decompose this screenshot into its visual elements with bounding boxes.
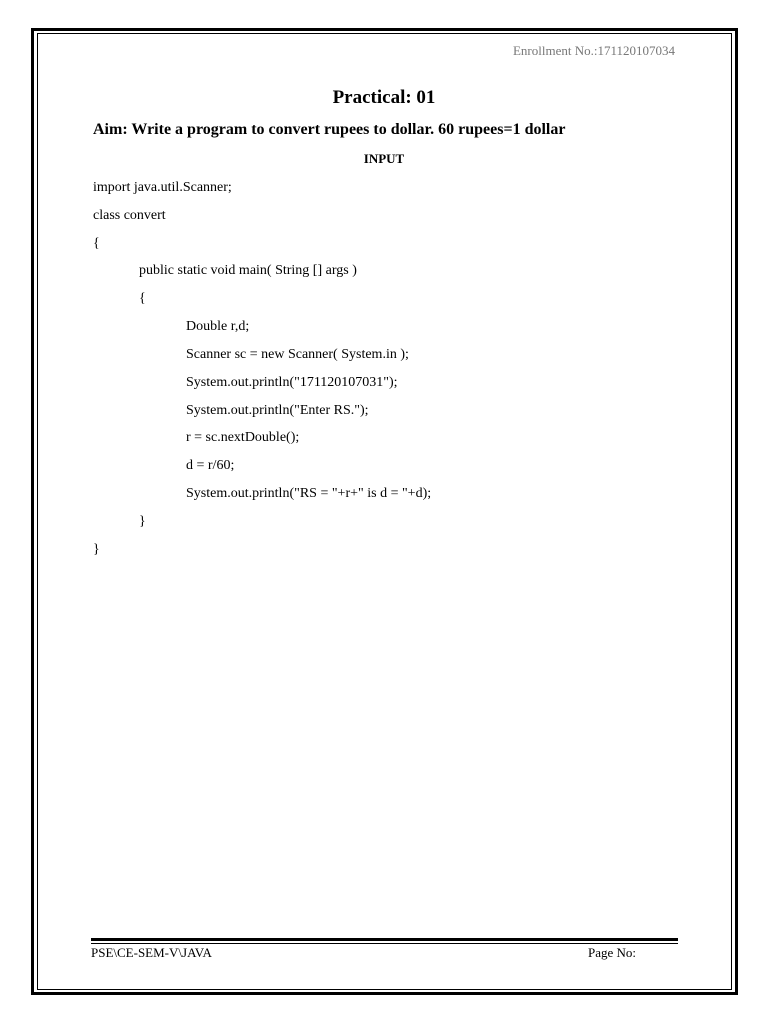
section-heading-input: INPUT bbox=[363, 151, 405, 166]
code-line: System.out.println("RS = "+r+" is d = "+d); bbox=[186, 486, 432, 501]
code-line: import java.util.Scanner; bbox=[93, 180, 232, 195]
code-line: r = sc.nextDouble(); bbox=[186, 430, 300, 445]
code-line: } bbox=[93, 542, 100, 557]
code-line: class convert bbox=[93, 208, 166, 223]
code-line: { bbox=[93, 236, 100, 251]
footer-page-number-label: Page No: bbox=[588, 945, 637, 960]
page-title: Practical: 01 bbox=[332, 87, 436, 108]
code-line: System.out.println("Enter RS."); bbox=[186, 403, 369, 418]
footer-course-label: PSE\CE-SEM-V\JAVA bbox=[91, 945, 212, 960]
code-line: { bbox=[139, 291, 146, 306]
footer-rule-thick bbox=[91, 938, 678, 941]
page-border-inner bbox=[37, 33, 732, 990]
footer-rule-thin bbox=[91, 943, 678, 944]
enrollment-number: Enrollment No.:171120107034 bbox=[512, 43, 675, 58]
code-line: d = r/60; bbox=[186, 458, 235, 473]
code-line: Scanner sc = new Scanner( System.in ); bbox=[186, 347, 409, 362]
code-line: System.out.println("171120107031"); bbox=[186, 375, 398, 390]
aim-statement: Aim: Write a program to convert rupees to dollar. 60 rupees=1 dollar bbox=[93, 121, 566, 138]
code-line: } bbox=[139, 514, 146, 529]
code-line: Double r,d; bbox=[186, 319, 250, 334]
code-line: public static void main( String [] args ) bbox=[139, 263, 357, 278]
